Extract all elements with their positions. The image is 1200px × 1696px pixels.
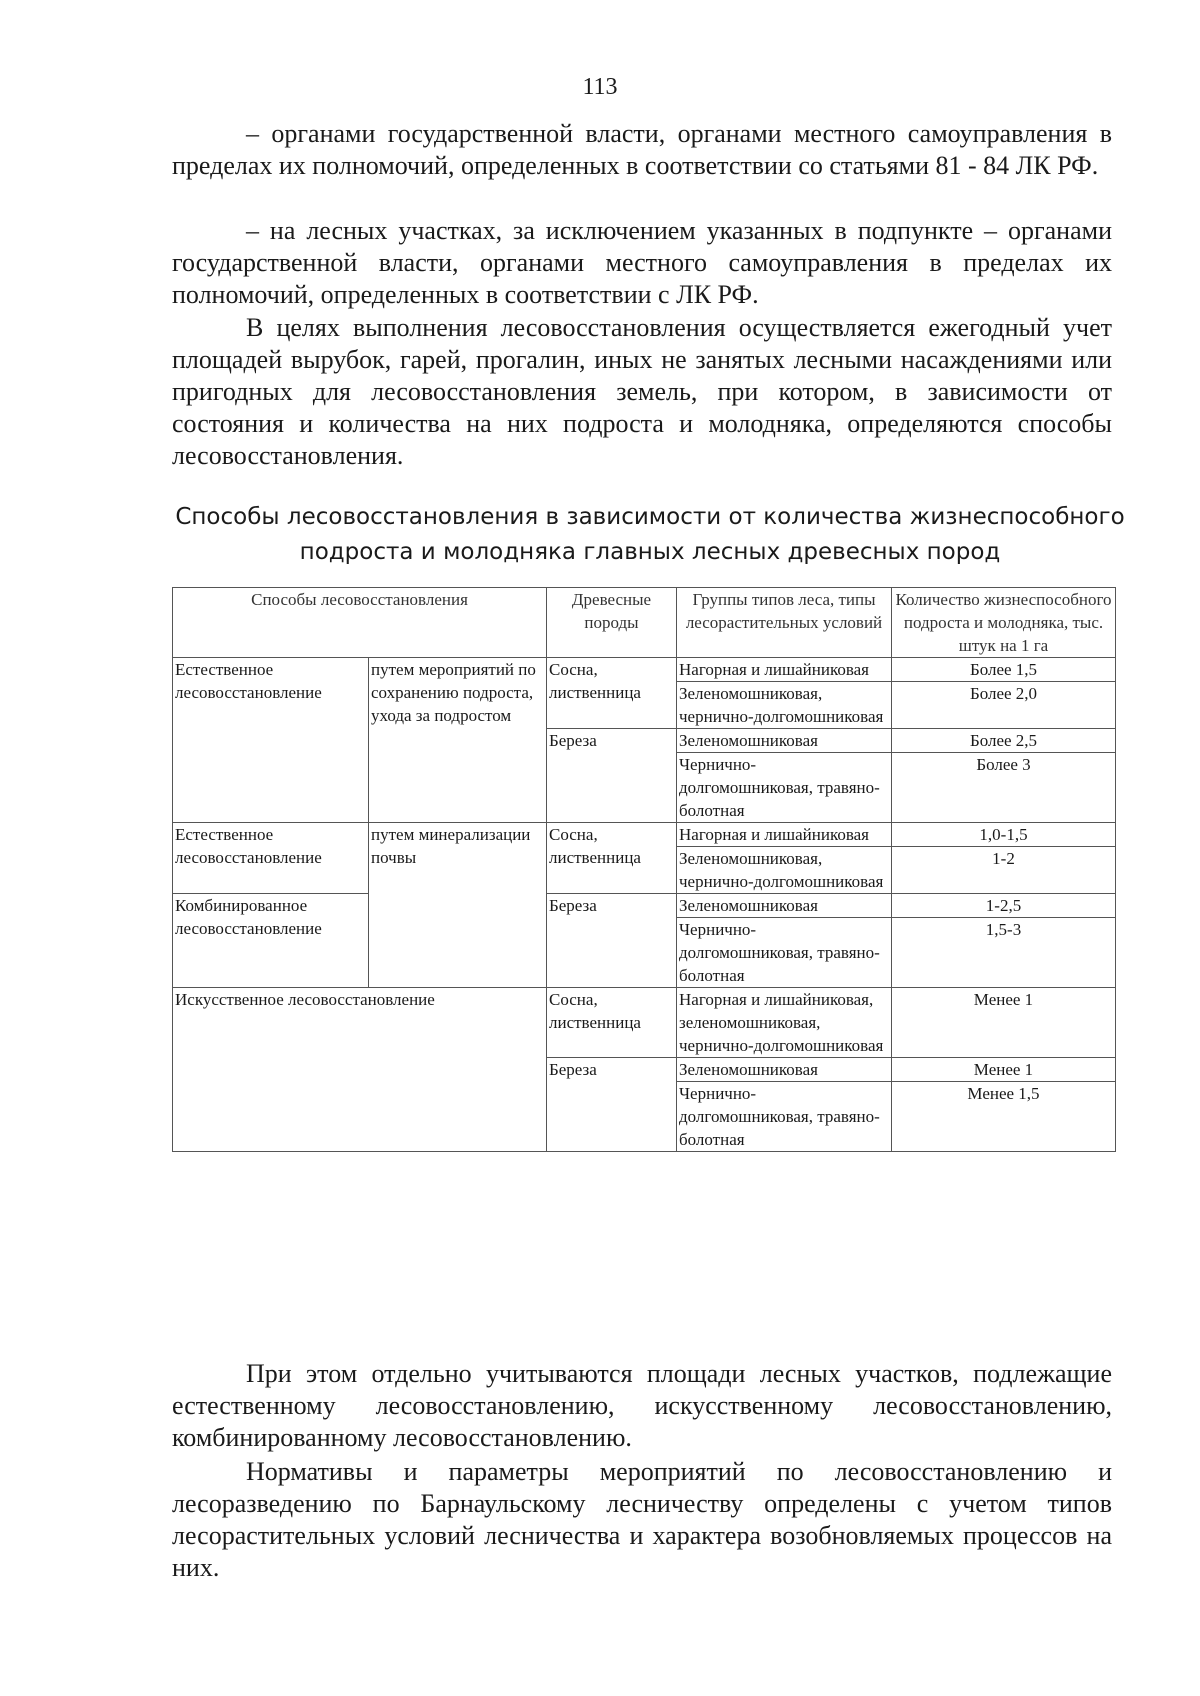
table-row xyxy=(173,894,1116,918)
paragraph-3: В целях выполнения лесовосстановления осуществляется ежегодный учет площадей вырубок, гарей, прогалин, иных не занятых лесными насаждениями или пригодных для лесовосстановления земель, при котором, в зависимости от состояния и количества на них подроста и молодняка, определяются способы лесовосстановления. xyxy=(172,313,1112,470)
table-title: Способы лесовосстановления в зависимости от количества жизнеспособного подроста и молодняка главных лесных древесных пород xyxy=(175,504,1125,565)
cell-species: Береза xyxy=(547,894,677,988)
cell-quantity: Менее 1 xyxy=(892,988,1116,1058)
cell-method: Естественное лесовосстановление xyxy=(173,658,369,823)
cell-species: Береза xyxy=(547,729,677,823)
cell-quantity: 1-2 xyxy=(892,847,1116,894)
paragraph-4: При этом отдельно учитываются площади лесных участков, подлежащие естественному лесовосстановлению, искусственному лесовосстановлению, комбинированному лесовосстановлению. xyxy=(172,1359,1112,1452)
cell-quantity: 1,0-1,5 xyxy=(892,823,1116,847)
header-species: Древесные породы xyxy=(547,588,677,658)
header-method: Способы лесовосстановления xyxy=(173,588,547,658)
table-header-row xyxy=(173,588,1116,658)
header-quantity: Количество жизнеспособного подроста и молодняка, тыс. штук на 1 га xyxy=(892,588,1116,658)
table-row xyxy=(173,988,1116,1058)
header-forest-types: Группы типов леса, типы лесорастительных условий xyxy=(677,588,892,658)
cell-forest-type: Нагорная и лишайниковая xyxy=(677,823,892,847)
cell-method: Естественное лесовосстановление xyxy=(173,823,369,894)
table-row xyxy=(173,823,1116,847)
cell-quantity: Более 2,0 xyxy=(892,682,1116,729)
cell-forest-type: Зеленомошниковая xyxy=(677,894,892,918)
cell-quantity: 1,5-3 xyxy=(892,918,1116,988)
cell-quantity: Менее 1,5 xyxy=(892,1082,1116,1152)
cell-quantity: Менее 1 xyxy=(892,1058,1116,1082)
cell-forest-type: Чернично-долгомошниковая, травяно-болотная xyxy=(677,1082,892,1152)
table-row xyxy=(173,658,1116,682)
cell-forest-type: Чернично-долгомошниковая, травяно-болотная xyxy=(677,753,892,823)
reforestation-table xyxy=(172,587,1116,1152)
cell-quantity: Более 1,5 xyxy=(892,658,1116,682)
paragraph-5: Нормативы и параметры мероприятий по лесовосстановлению и лесоразведению по Барнаульскому лесничеству определены с учетом типов лесорастительных условий лесничества и характера возобновляемых процессов на них. xyxy=(172,1457,1112,1582)
cell-submethod: путем минерализации почвы xyxy=(369,823,547,988)
page-number: 113 xyxy=(582,74,618,100)
cell-quantity: Более 3 xyxy=(892,753,1116,823)
cell-species: Береза xyxy=(547,1058,677,1152)
cell-forest-type: Зеленомошниковая, чернично-долгомошниковая xyxy=(677,847,892,894)
paragraph-2: – на лесных участках, за исключением указанных в подпункте – органами государственной власти, органами местного самоуправления в пределах их полномочий, определенных в соответствии с ЛК РФ. xyxy=(172,216,1112,309)
cell-forest-type: Нагорная и лишайниковая xyxy=(677,658,892,682)
cell-quantity: 1-2,5 xyxy=(892,894,1116,918)
cell-method: Комбинированное лесовосстановление xyxy=(173,894,369,988)
cell-species: Сосна, лиственница xyxy=(547,988,677,1058)
cell-forest-type: Нагорная и лишайниковая, зеленомошниковая, чернично-долгомошниковая xyxy=(677,988,892,1058)
paragraph-1: – органами государственной власти, органами местного самоуправления в пределах их полномочий, определенных в соответствии со статьями 81 - 84 ЛК РФ. xyxy=(172,119,1112,180)
cell-species: Сосна, лиственница xyxy=(547,823,677,894)
cell-forest-type: Зеленомошниковая, чернично-долгомошниковая xyxy=(677,682,892,729)
cell-forest-type: Зеленомошниковая xyxy=(677,1058,892,1082)
cell-submethod: путем мероприятий по сохранению подроста, ухода за подростом xyxy=(369,658,547,823)
cell-method: Искусственное лесовосстановление xyxy=(173,988,547,1152)
cell-forest-type: Зеленомошниковая xyxy=(677,729,892,753)
cell-forest-type: Чернично-долгомошниковая, травяно-болотная xyxy=(677,918,892,988)
cell-species: Сосна, лиственница xyxy=(547,658,677,729)
cell-quantity: Более 2,5 xyxy=(892,729,1116,753)
